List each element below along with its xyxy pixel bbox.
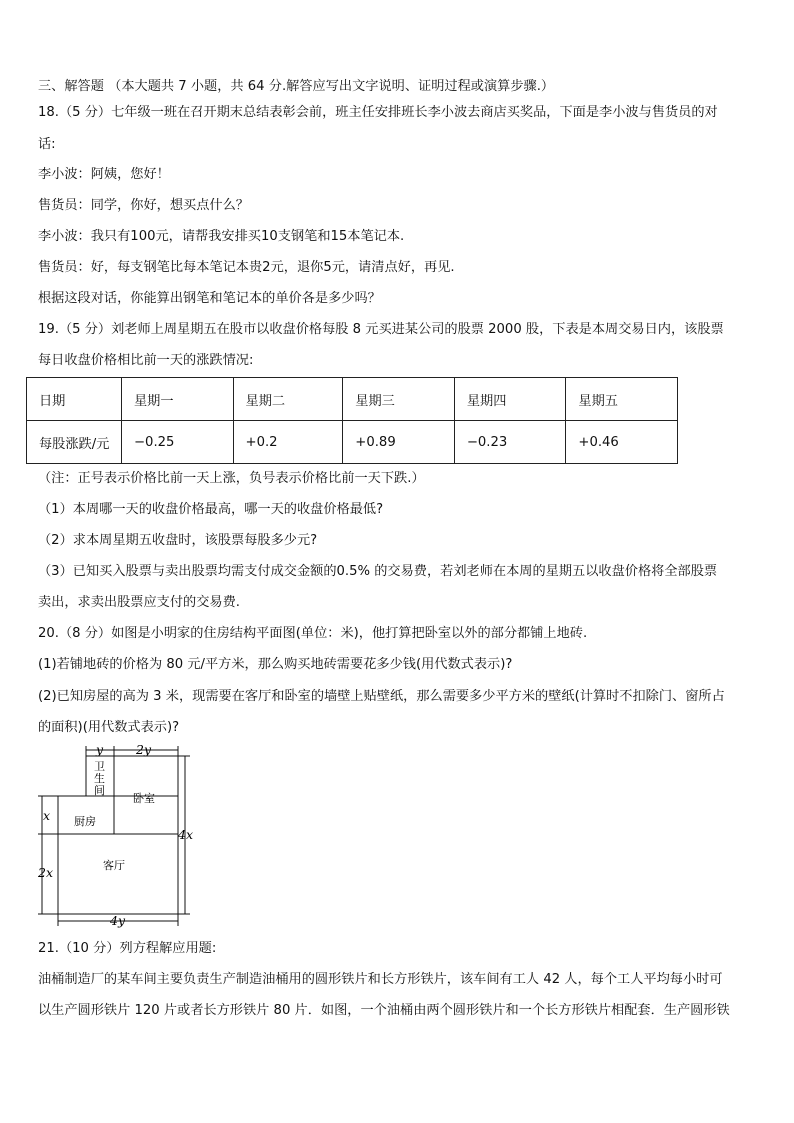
room-label-bedroom: 卧室 bbox=[133, 792, 155, 805]
room-label-living: 客厅 bbox=[103, 859, 125, 872]
dim-label-2x: 2x bbox=[38, 865, 54, 880]
q20-sub2-line2: 的面积)(用代数式表示)? bbox=[38, 720, 180, 735]
q18-dialog-line-3: 李小波：我只有100元，请帮我安排买10支钢笔和15本笔记本. bbox=[38, 229, 405, 244]
room-label-bathroom-3: 间 bbox=[94, 784, 105, 797]
q19-sub2: （2）求本周星期五收盘时，该股票每股多少元? bbox=[38, 533, 318, 548]
floor-plan-figure bbox=[30, 744, 205, 934]
q20-sub2-line1: (2)已知房屋的高为 3 米，现需要在客厅和卧室的墙壁上贴壁纸，那么需要多少平方米的壁纸(计算时不扣除门、窗所占 bbox=[38, 689, 725, 704]
dim-label-4y: 4y bbox=[110, 913, 126, 928]
q19-note: （注：正号表示价格比前一天上涨，负号表示价格比前一天下跌.） bbox=[38, 471, 425, 486]
q21-heading: 21.（10 分）列方程解应用题: bbox=[38, 941, 217, 956]
room-label-kitchen: 厨房 bbox=[74, 815, 96, 828]
q18-dialog-line-1: 李小波：阿姨，您好！ bbox=[38, 167, 170, 182]
q20-text-line1: 20.（8 分）如图是小明家的住房结构平面图(单位：米)，他打算把卧室以外的部分都铺上地砖. bbox=[38, 626, 588, 641]
dim-label-x: x bbox=[43, 808, 51, 823]
room-label-bathroom-1: 卫 bbox=[94, 760, 105, 773]
q19-sub3-line1: （3）已知买入股票与卖出股票均需支付成交金额的0.5% 的交易费，若刘老师在本周的星期五以收盘价格将全部股票 bbox=[38, 564, 718, 579]
q18-text-line1: 18.（5 分）七年级一班在召开期末总结表彰会前，班主任安排班长李小波去商店买奖品，下面是李小波与售货员的对 bbox=[38, 105, 718, 120]
q21-text-line3: 以生产圆形铁片 120 片或者长方形铁片 80 片．如图，一个油桶由两个圆形铁片和一个长方形铁片相配套．生产圆形铁 bbox=[38, 1003, 730, 1018]
dim-label-y: y bbox=[96, 744, 104, 757]
q19-sub1: （1）本周哪一天的收盘价格最高，哪一天的收盘价格最低? bbox=[38, 502, 384, 517]
q21-text-line2: 油桶制造厂的某车间主要负责生产制造油桶用的圆形铁片和长方形铁片，该车间有工人 42 人，每个工人平均每小时可 bbox=[38, 972, 723, 987]
table-cell: −0.23 bbox=[454, 421, 566, 464]
q18-dialog-line-2: 售货员：同学，你好，想买点什么？ bbox=[38, 198, 249, 213]
table-cell: +0.2 bbox=[233, 421, 343, 464]
table-cell: +0.46 bbox=[566, 421, 678, 464]
dim-label-2y: 2y bbox=[136, 744, 152, 757]
table-header-cell: 星期四 bbox=[454, 378, 566, 421]
table-header-cell: 星期五 bbox=[566, 378, 678, 421]
room-label-bathroom-2: 生 bbox=[94, 772, 105, 785]
q19-text-line2: 每日收盘价格相比前一天的涨跌情况: bbox=[38, 353, 254, 368]
q20-sub1: (1)若铺地砖的价格为 80 元/平方米，那么购买地砖需要花多少钱(用代数式表示)? bbox=[38, 657, 513, 672]
living-room-outline bbox=[58, 796, 178, 914]
q18-dialog-line-4: 售货员：好，每支钢笔比每本笔记本贵2元，退你5元，请清点好，再见. bbox=[38, 260, 455, 275]
q19-text-line1: 19.（5 分）刘老师上周星期五在股市以收盘价格每股 8 元买进某公司的股票 2000 股，下表是本周交易日内，该股票 bbox=[38, 322, 724, 337]
stock-change-table bbox=[26, 377, 678, 464]
table-header-cell: 星期二 bbox=[233, 378, 343, 421]
q19-sub3-line2: 卖出，求卖出股票应支付的交易费. bbox=[38, 595, 241, 610]
section-heading: 三、解答题 （本大题共 7 小题，共 64 分.解答应写出文字说明、证明过程或演算步骤.） bbox=[38, 79, 555, 94]
table-header-cell: 星期一 bbox=[122, 378, 234, 421]
dim-label-4x: 4x bbox=[178, 827, 194, 842]
table-cell: +0.89 bbox=[343, 421, 455, 464]
table-header-row bbox=[27, 378, 678, 421]
table-header-cell: 日期 bbox=[27, 378, 122, 421]
q18-text-line2: 话: bbox=[38, 137, 56, 152]
q18-question: 根据这段对话，你能算出钢笔和笔记本的单价各是多少吗？ bbox=[38, 291, 381, 306]
table-cell: −0.25 bbox=[122, 421, 234, 464]
table-row bbox=[27, 421, 678, 464]
table-header-cell: 星期三 bbox=[343, 378, 455, 421]
table-row-label: 每股涨跌/元 bbox=[27, 421, 122, 464]
